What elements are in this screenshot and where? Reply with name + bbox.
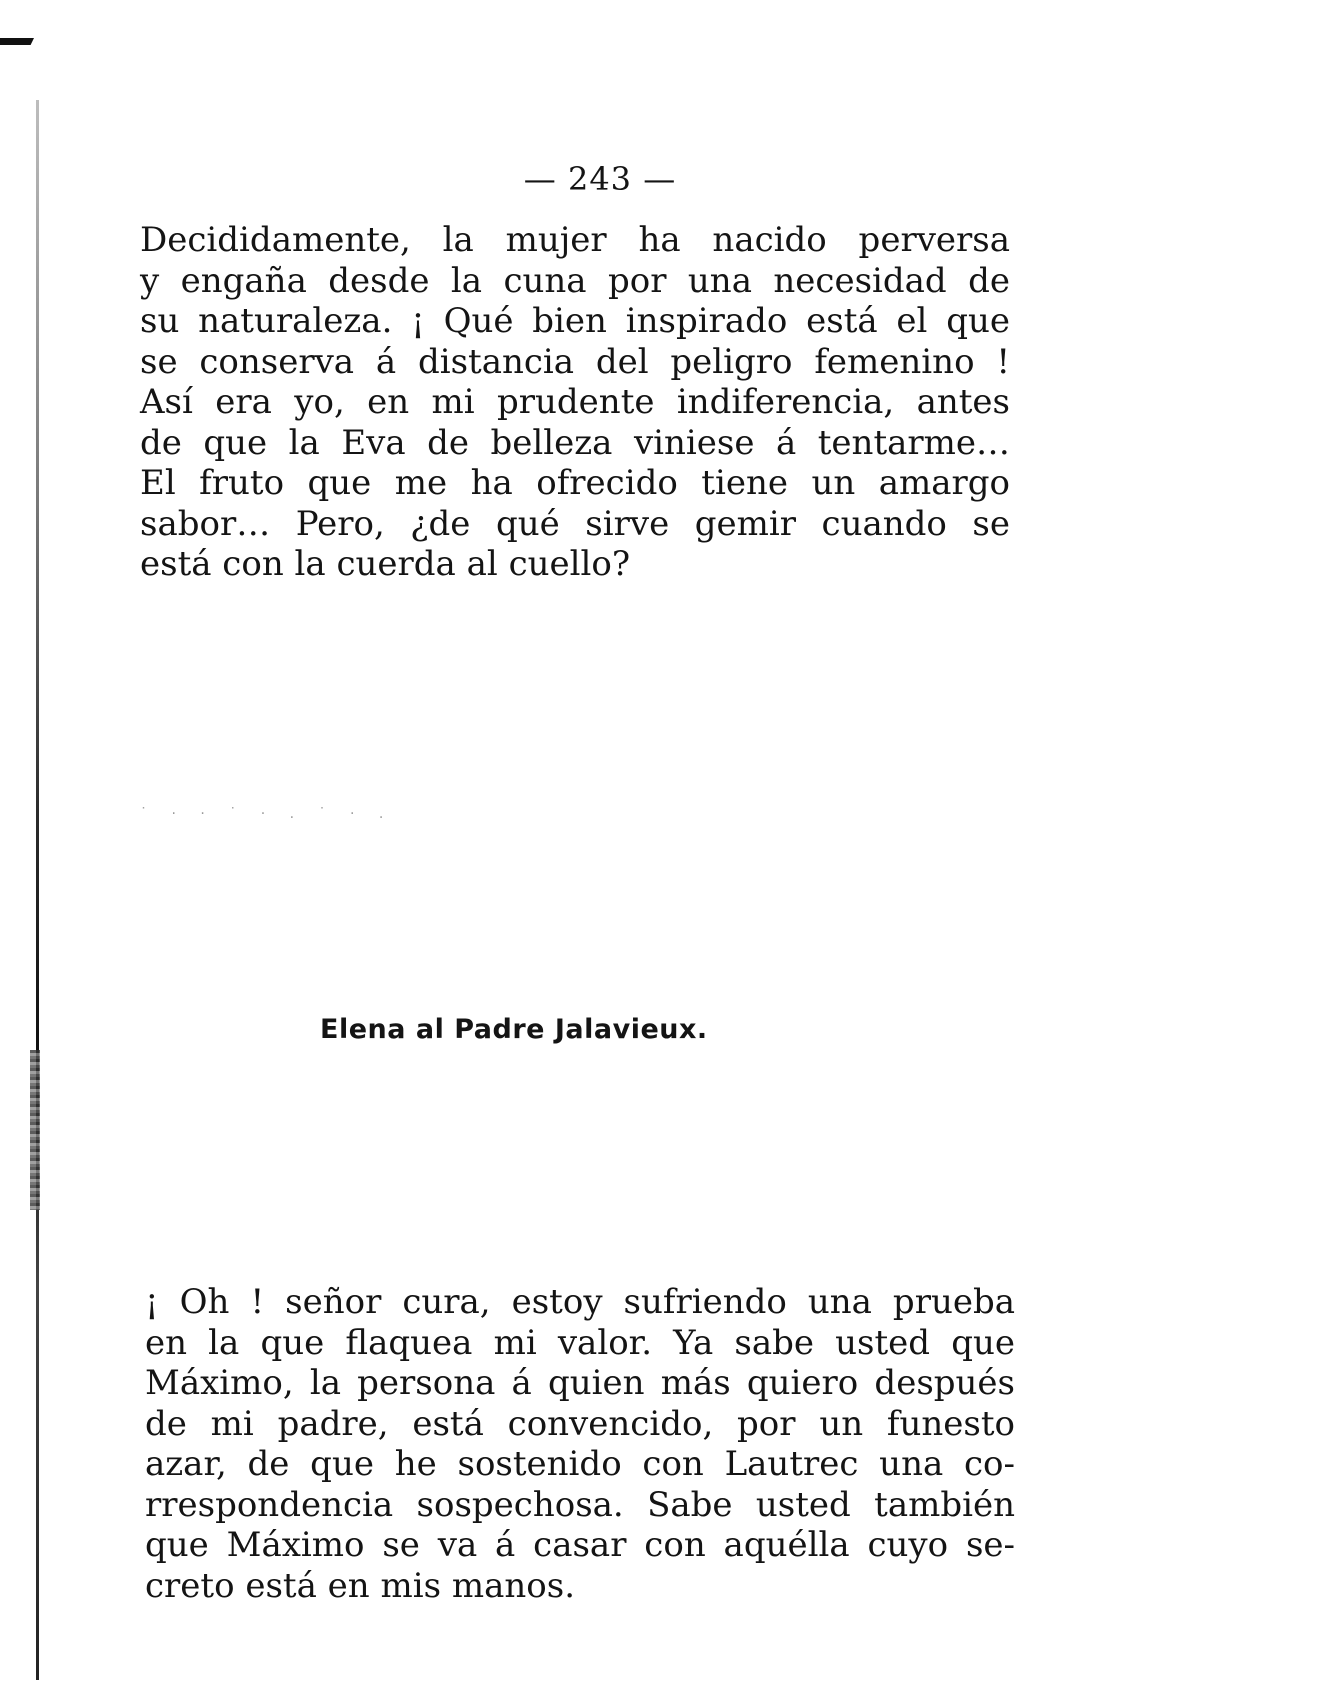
text-line: creto está en mis manos.	[145, 1565, 575, 1606]
text-line: Decididamente, la mujer ha nacido perversa	[140, 220, 1010, 260]
binding-wear	[30, 1050, 40, 1210]
text-line: en la que flaquea mi valor. Ya sabe usted que	[145, 1322, 1015, 1363]
text-line: y engaña desde la cuna por una necesidad de	[140, 260, 1010, 301]
text-line: que Máximo se va á casar con aquélla cuyo se-	[145, 1525, 1015, 1565]
stray-print-marks: ˙ · · ˙ · . ˙ · .	[140, 806, 394, 822]
text-line: rrespondencia sospechosa. Sabe usted también	[145, 1484, 1015, 1525]
page-binding-edge	[36, 100, 39, 1680]
text-line: de mi padre, está convencido, por un funesto	[145, 1403, 1015, 1444]
text-line: está con la cuerda al cuello?	[140, 544, 631, 584]
text-line: de que la Eva de belleza viniese á tentarme…	[140, 422, 1010, 463]
text-line: sabor… Pero, ¿de qué sirve gemir cuando se	[140, 503, 1010, 544]
text-line: Así era yo, en mi prudente indiferencia, antes	[140, 382, 1010, 422]
page-number: — 243 —	[523, 160, 677, 198]
text-line: azar, de que he sostenido con Lautrec una co-	[145, 1444, 1015, 1484]
scan-corner-mark	[0, 38, 34, 45]
text-line: Máximo, la persona á quien más quiero después	[145, 1363, 1015, 1403]
text-line: se conserva á distancia del peligro femenino !	[140, 341, 1010, 382]
paragraph-second	[145, 1282, 1015, 1606]
text-line: su naturaleza. ¡ Qué bien inspirado está el que	[140, 301, 1010, 341]
letter-heading: Elena al Padre Jalavieux.	[320, 1014, 708, 1045]
text-line: ¡ Oh ! señor cura, estoy sufriendo una prueba	[145, 1282, 1015, 1322]
paragraph-first	[140, 220, 1010, 585]
text-line: El fruto que me ha ofrecido tiene un amargo	[140, 463, 1010, 503]
